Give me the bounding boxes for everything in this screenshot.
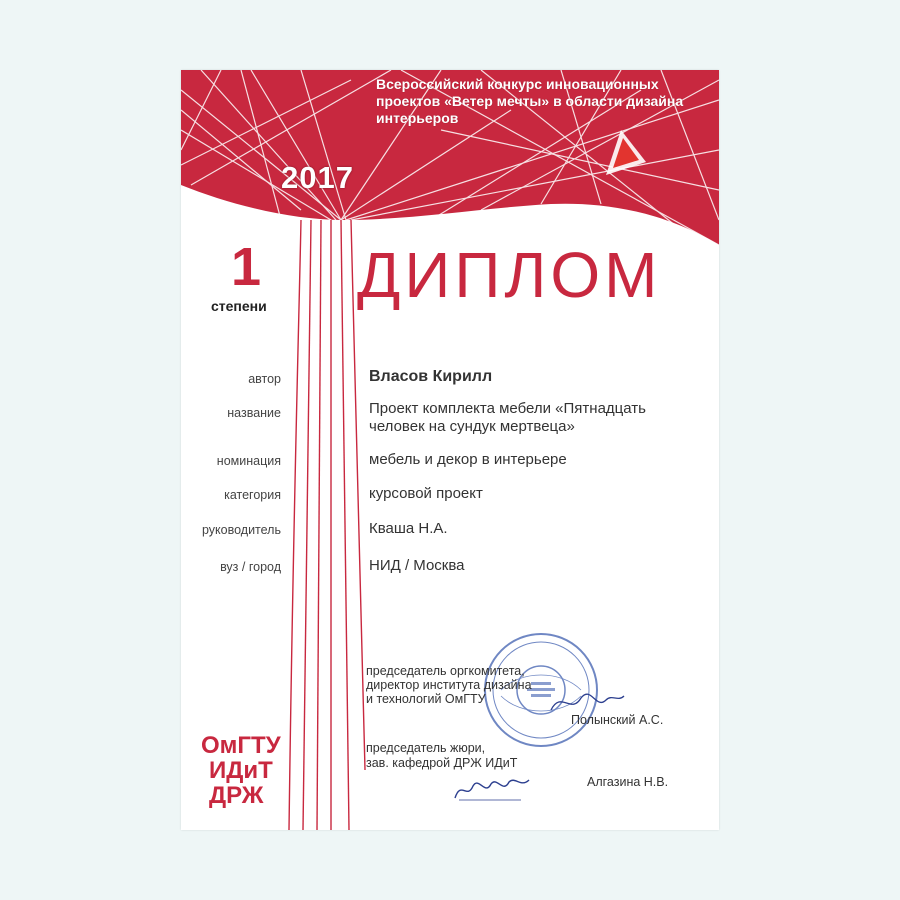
diploma-sheet xyxy=(181,70,719,830)
chair-org-name: Полынский А.С. xyxy=(571,713,664,727)
field-label-author: автор xyxy=(248,372,281,386)
logo-line-omgtu: ОмГТУ xyxy=(201,732,281,759)
degree-word: степени xyxy=(211,298,267,314)
field-label-title: название xyxy=(227,406,281,420)
field-label-supervisor: руководитель xyxy=(201,523,281,537)
degree-number: 1 xyxy=(231,237,262,297)
signature-chair-jury xyxy=(451,770,531,804)
field-value-nomination: мебель и декор в интерьере xyxy=(369,451,567,468)
field-label-university-city: вуз / город xyxy=(220,560,281,574)
chair-org-title-line2: директор института дизайна xyxy=(366,678,532,692)
field-label-category: категория xyxy=(224,488,281,502)
contest-title: Всероссийский конкурс инновационных проектов «Ветер мечты» в области дизайна интерьеров xyxy=(376,76,684,126)
field-value-university-city: НИД / Москва xyxy=(369,557,465,574)
logo-line-idit: ИДиТ xyxy=(209,757,273,784)
chair-jury-title-line2: зав. кафедрой ДРЖ ИДиТ xyxy=(366,756,518,770)
diploma-title: ДИПЛОМ xyxy=(357,239,662,311)
chair-org-title-line1: председатель оргкомитета, xyxy=(366,664,525,678)
field-value-category: курсовой проект xyxy=(369,485,483,502)
contest-year: 2017 xyxy=(281,160,354,195)
logo-line-drzh: ДРЖ xyxy=(209,782,264,809)
field-value-author: Власов Кирилл xyxy=(369,368,493,385)
chair-jury-name: Алгазина Н.В. xyxy=(587,775,669,789)
field-label-nomination: номинация xyxy=(216,454,281,468)
chair-jury-title-line1: председатель жюри, xyxy=(366,741,486,755)
field-value-title: Проект комплекта мебели «Пятнадцать человек на сундук мертвеца» xyxy=(369,400,646,435)
chair-org-title-line3: и технологий ОмГТУ xyxy=(366,692,486,706)
field-value-supervisor: Кваша Н.А. xyxy=(369,520,448,537)
